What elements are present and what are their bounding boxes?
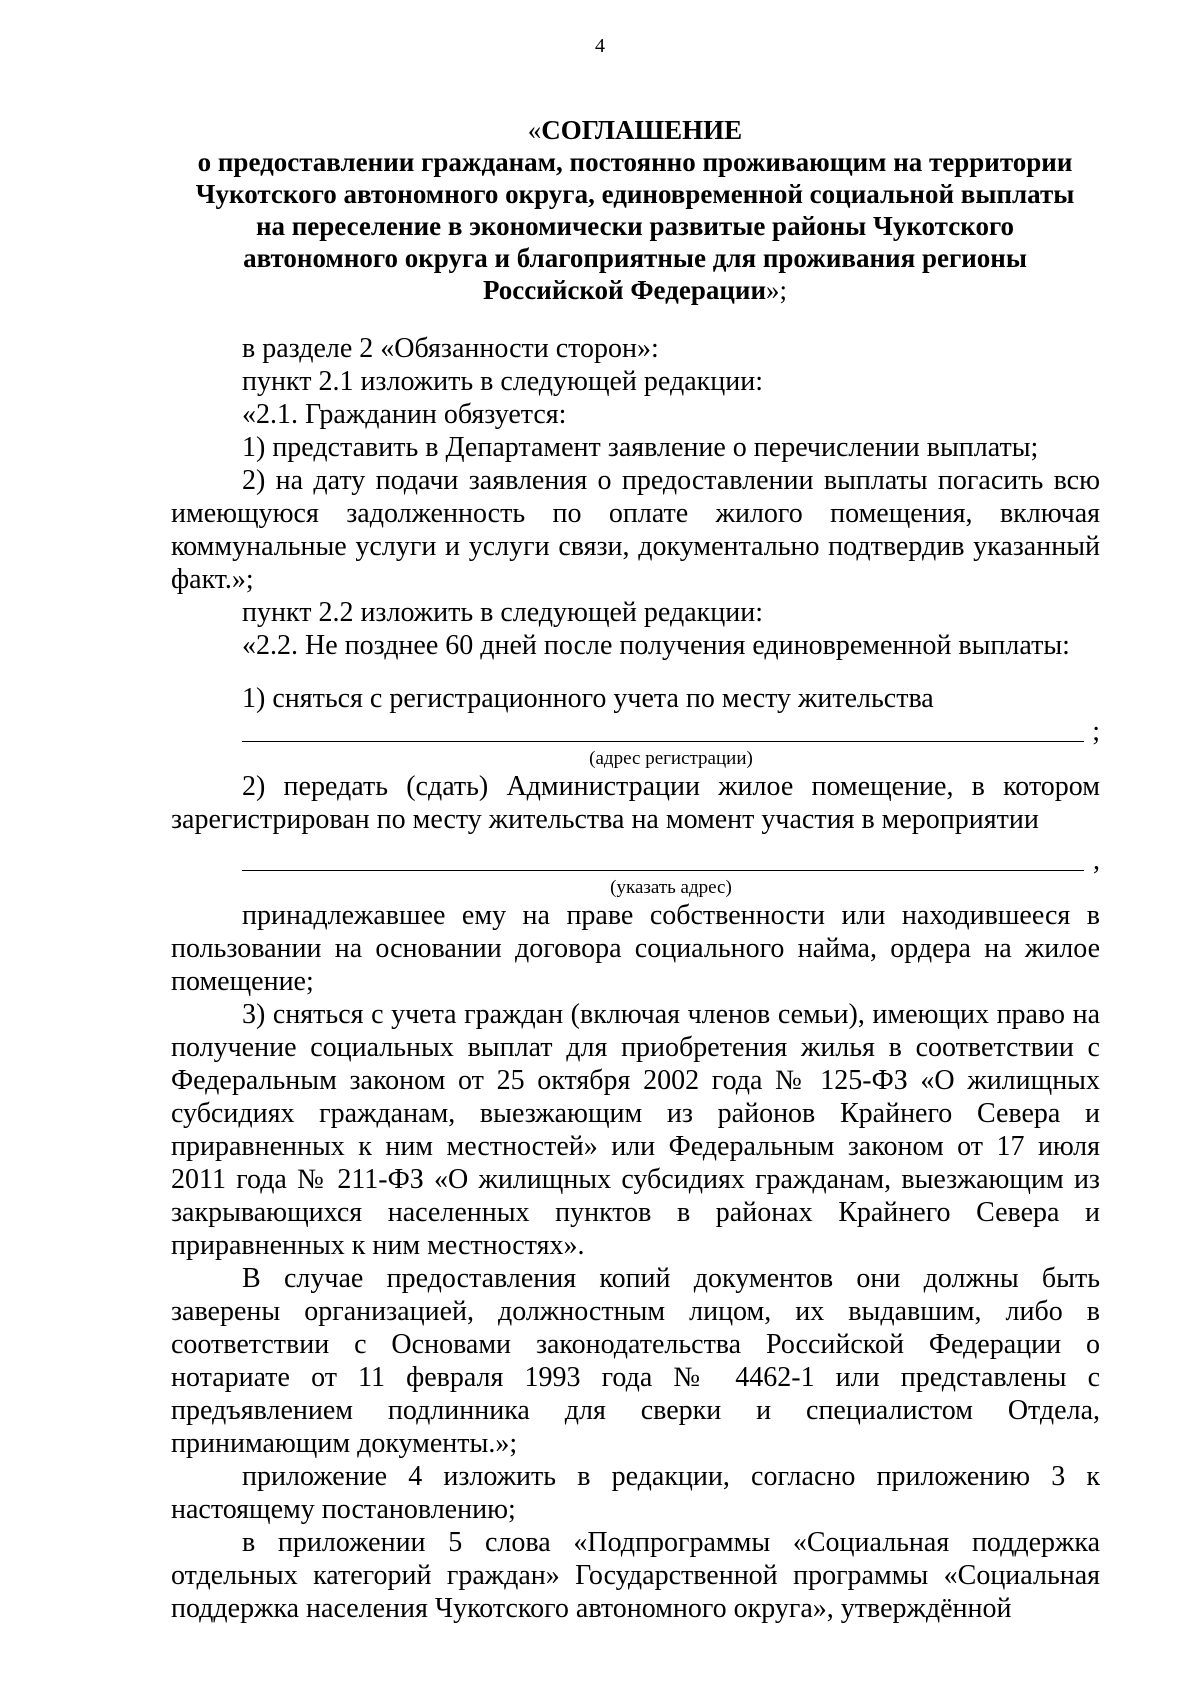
title-line-4: автономного округа и благоприятные для проживания регионы <box>243 243 1027 273</box>
page-number: 4 <box>595 35 605 57</box>
spacer <box>171 836 1100 844</box>
paragraph-ownership: принадлежавшее ему на праве собственности или находившееся в пользовании на основании договора социального найма, ордера на жилое помещение; <box>171 900 1100 997</box>
paragraph-point-2-2-item-2: 2) передать (сдать) Администрации жилое помещение, в котором зарегистрирован по месту жительства на момент участия в мероприятии <box>171 771 1100 835</box>
title-heading: СОГЛАШЕНИЕ <box>541 115 743 145</box>
paragraph-appendix-5: в приложении 5 слова «Подпрограммы «Социальная поддержка отдельных категорий граждан» Государственной программы «Социальная поддержка населения Чукотского автономного округа», утверждённой <box>171 1527 1100 1624</box>
title-line-3: на переселение в экономически развитые районы Чукотского <box>255 211 1015 241</box>
paragraph-point-2-2: «2.2. Не позднее 60 дней после получения единовременной выплаты: <box>242 630 1070 661</box>
address-caption: (указать адрес) <box>610 877 732 898</box>
paragraph-point-2-2-intro: пункт 2.2 изложить в следующей редакции: <box>242 597 763 628</box>
paragraph-point-2-1-item-2: 2) на дату подачи заявления о предоставлении выплаты погасить всю имеющуюся задолженность по оплате жилого помещения, включая коммунальные услуги и услуги связи, документально подтвердив указанный факт.»; <box>171 465 1100 595</box>
fill-punctuation: ; <box>1092 716 1100 747</box>
registration-address-fill-row <box>171 715 1100 748</box>
title-close-quote: »; <box>766 275 788 305</box>
paragraph-point-2-1: «2.1. Гражданин обязуется: <box>242 399 567 430</box>
title-line-1: о предоставлении гражданам, постоянно проживающим на территории <box>197 147 1073 177</box>
paragraph-section-2: в разделе 2 «Обязанности сторон»: <box>242 333 659 364</box>
registration-address-caption: (адрес регистрации) <box>589 748 753 769</box>
paragraph-point-2-2-item-1: 1) сняться с регистрационного учета по месту жительства <box>242 683 934 714</box>
paragraph-appendix-4: приложение 4 изложить в редакции, согласно приложению 3 к настоящему постановлению; <box>171 1461 1100 1525</box>
paragraph-copies: В случае предоставления копий документов они должны быть заверены организацией, должностным лицом, их выдавшим, либо в соответствии с Основами законодательства Российской Федерации о нотариате от 11 февраля 1993 года № 4462-1 или представлены с предъявлением подлинника для сверки и специалистом Отдела, принимающим документы.»; <box>171 1263 1100 1459</box>
address-blank-line <box>242 870 1084 871</box>
title-line-2: Чукотского автономного округа, единовременной социальной выплаты <box>195 179 1075 209</box>
paragraph-point-2-2-item-3: 3) сняться с учета граждан (включая членов семьи), имеющих право на получение социальных выплат для приобретения жилья в соответствии с Федеральным законом от 25 октября 2002 года № 125-ФЗ «О жилищных субсидиях гражданам, выезжающим из районов Крайнего Севера и приравненных к ним местностей» или Федеральным законом от 17 июля 2011 года № 211-ФЗ «О жилищных субсидиях гражданам, выезжающим из закрывающихся населенных пунктов в районах Крайнего Севера и приравненных к ним местностях». <box>171 999 1100 1261</box>
address-fill-row <box>171 844 1100 877</box>
registration-address-blank-line <box>242 741 1084 742</box>
paragraph-point-2-1-item-1: 1) представить в Департамент заявление о перечислении выплаты; <box>242 432 1039 463</box>
title-line-5-text: Российской Федерации <box>482 275 767 305</box>
agreement-title <box>170 114 1100 306</box>
spacer <box>171 662 1100 682</box>
title-open-quote: « <box>527 115 542 145</box>
title-line-5 <box>170 274 1100 306</box>
paragraph-point-2-1-intro: пункт 2.1 изложить в следующей редакции: <box>242 366 763 397</box>
title-heading-line <box>170 114 1100 146</box>
fill-punctuation: , <box>1093 845 1100 876</box>
document-body <box>171 332 1100 1625</box>
